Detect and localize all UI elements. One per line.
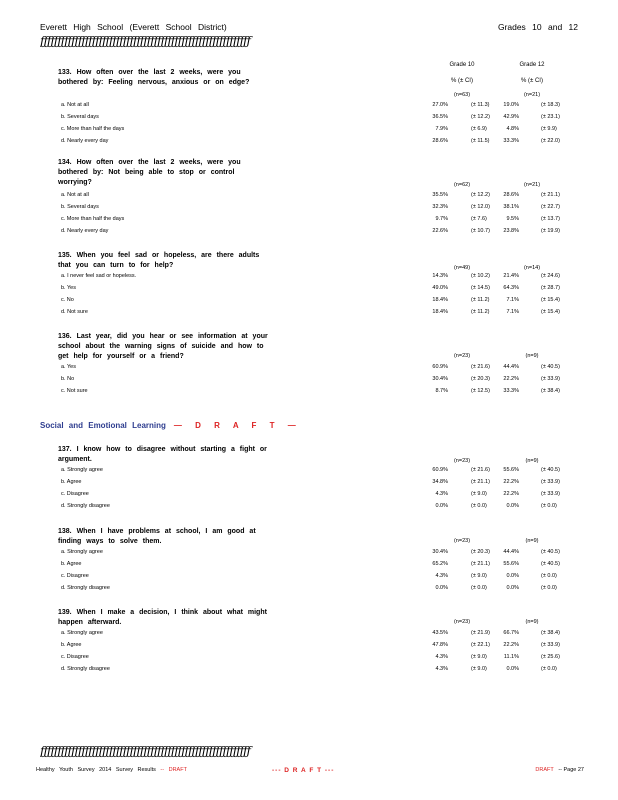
grade10-ci: (± 20.3) (471, 376, 490, 382)
grade10-ci: (± 9.0) (471, 654, 487, 660)
response-label: d. Strongly disagree (61, 666, 110, 672)
response-row (58, 114, 598, 124)
response-row (58, 585, 598, 595)
grade10-ci: (± 6.9) (471, 126, 487, 132)
grade10-ci: (± 12.5) (471, 388, 490, 394)
grade10-ci: (± 21.6) (471, 467, 490, 473)
response-label: c. Disagree (61, 654, 89, 660)
grade12-percent: 42.9% (503, 114, 519, 120)
grade12-ci: (± 13.7) (541, 216, 560, 222)
response-row (58, 630, 598, 640)
response-row (58, 666, 598, 676)
response-label: d. Strongly disagree (61, 585, 110, 591)
response-label: a. Strongly agree (61, 467, 103, 473)
grade12-percent: 22.2% (503, 491, 519, 497)
grade12-percent: 0.0% (506, 503, 519, 509)
sample-size-n12: (n=9) (525, 353, 539, 359)
question-text: 136. Last year, did you hear or see information at your school about the warning signs of suicide and how to get help for yourself or a friend? (58, 333, 268, 360)
sample-size-n10: (n=23) (453, 538, 471, 544)
response-label: b. Yes (61, 285, 76, 291)
response-label: d. Strongly disagree (61, 503, 110, 509)
page-number: -- Page 27 (558, 767, 584, 773)
grade10-ci: (± 12.2) (471, 114, 490, 120)
grade12-ci: (± 0.0) (541, 573, 557, 579)
grade10-percent: 60.9% (432, 364, 448, 370)
grade10-percent: 30.4% (432, 376, 448, 382)
grade10-percent: 14.3% (432, 273, 448, 279)
response-label: b. No (61, 376, 75, 382)
response-row (58, 364, 598, 374)
grade10-percent: 4.3% (435, 491, 448, 497)
grade12-percent: 44.4% (503, 364, 519, 370)
grade10-percent: 4.3% (435, 573, 448, 579)
response-label: b. Agree (61, 561, 82, 567)
grade12-percent: 23.8% (503, 228, 519, 234)
grade12-ci: (± 23.1) (541, 114, 560, 120)
sample-size-n12: (n=9) (525, 538, 539, 544)
response-label: a. Not at all (61, 192, 89, 198)
grade12-ci: (± 0.0) (541, 666, 557, 672)
response-label: c. Disagree (61, 491, 89, 497)
question-text: 137. I know how to disagree without starting a fight or argument. (58, 446, 267, 463)
grade12-ci: (± 25.6) (541, 654, 560, 660)
grade12-ci: (± 15.4) (541, 309, 560, 315)
grade10-ci: (± 21.6) (471, 364, 490, 370)
grade10-percent: 47.8% (432, 642, 448, 648)
grade12-percent: 19.0% (503, 102, 519, 108)
response-label: a. Strongly agree (61, 549, 103, 555)
sample-size-n10: (n=63) (453, 92, 471, 98)
response-row (58, 216, 598, 226)
grade10-ci: (± 11.2) (471, 297, 490, 303)
response-row (58, 126, 598, 136)
response-label: a. I never feel sad or hopeless. (61, 273, 137, 279)
response-label: a. Yes (61, 364, 76, 370)
grade12-ci: (± 38.4) (541, 388, 560, 394)
response-label: a. Not at all (61, 102, 89, 108)
section-title: Social and Emotional Learning (40, 421, 166, 430)
question-text: 135. When you feel sad or hopeless, are there adults that you can turn to for help? (58, 252, 260, 269)
response-row (58, 479, 598, 489)
sample-size-n10: (n=23) (453, 458, 471, 464)
grade10-percent: 18.4% (432, 297, 448, 303)
grade10-percent: 18.4% (432, 309, 448, 315)
grade10-percent: 30.4% (432, 549, 448, 555)
grade10-percent: 0.0% (435, 585, 448, 591)
grade12-percent: 44.4% (503, 549, 519, 555)
grade12-label: Grade 12 (519, 62, 545, 68)
grade10-percent: 65.2% (432, 561, 448, 567)
grade12-ci: (± 40.5) (541, 364, 560, 370)
grade10-percent: 35.5% (432, 192, 448, 198)
grade12-percent: 22.2% (503, 479, 519, 485)
grade12-ci: (± 22.7) (541, 204, 560, 210)
response-label: d. Not sure (61, 309, 88, 315)
grade12-percent: 9.5% (506, 216, 519, 222)
grade10-percent: 0.0% (435, 503, 448, 509)
response-label: b. Agree (61, 642, 82, 648)
grade10-percent: 4.3% (435, 654, 448, 660)
footer-right-draft: DRAFT (535, 767, 554, 773)
response-label: d. Nearly every day (61, 228, 109, 234)
response-label: b. Several days (61, 114, 99, 120)
grade10-ci: (± 22.1) (471, 642, 490, 648)
footer-left-draft: -- DRAFT (160, 767, 187, 773)
grade10-percent: 9.7% (435, 216, 448, 222)
grade12-ci: (± 38.4) (541, 630, 560, 636)
grade10-percent: 28.6% (432, 138, 448, 144)
grade12-percent: 22.2% (503, 376, 519, 382)
response-row (58, 192, 598, 202)
response-row (58, 573, 598, 583)
question-text: 133. How often over the last 2 weeks, were you bothered by: Feeling nervous, anxious or on edge? (58, 69, 250, 86)
grade10-ci: (± 11.3) (471, 102, 490, 108)
question-text: 139. When I make a decision, I think about what might happen afterward. (58, 609, 267, 626)
grade10-ci: (± 21.9) (471, 630, 490, 636)
grade12-percent: 64.3% (503, 285, 519, 291)
sample-size-n10: (n=23) (453, 619, 471, 625)
grade12-ci: (± 33.9) (541, 376, 560, 382)
grade10-ci: (± 0.0) (471, 585, 487, 591)
response-row (58, 388, 598, 398)
response-label: b. Agree (61, 479, 82, 485)
response-row (58, 467, 598, 477)
grade10-percent: 49.0% (432, 285, 448, 291)
footer-right (535, 767, 584, 773)
grade10-percent: 7.9% (435, 126, 448, 132)
response-row (58, 491, 598, 501)
footer-left (36, 767, 187, 773)
grade10-ci: (± 11.2) (471, 309, 490, 315)
grade10-ci: (± 7.6) (471, 216, 487, 222)
response-row (58, 228, 598, 238)
response-label: c. More than half the days (61, 126, 125, 132)
grade10-pct-label: % (± CI) (451, 78, 473, 84)
response-label: b. Several days (61, 204, 99, 210)
grade10-percent: 43.5% (432, 630, 448, 636)
question-text: 138. When I have problems at school, I am good at finding ways to solve them. (58, 528, 256, 545)
grade12-ci: (± 33.9) (541, 642, 560, 648)
response-row (58, 654, 598, 664)
grade12-ci: (± 24.6) (541, 273, 560, 279)
grade12-percent: 21.4% (503, 273, 519, 279)
response-label: a. Strongly agree (61, 630, 103, 636)
grade10-ci: (± 11.5) (471, 138, 490, 144)
grade10-ci: (± 10.7) (471, 228, 490, 234)
grade10-percent: 22.6% (432, 228, 448, 234)
grade10-percent: 8.7% (435, 388, 448, 394)
grade12-percent: 0.0% (506, 573, 519, 579)
grade10-ci: (± 9.0) (471, 491, 487, 497)
grade12-percent: 7.1% (506, 297, 519, 303)
grade12-percent: 66.7% (503, 630, 519, 636)
sample-size-n12: (n=9) (525, 458, 539, 464)
sample-size-n12: (n=21) (523, 182, 541, 188)
response-row (58, 549, 598, 559)
grade12-ci: (± 28.7) (541, 285, 560, 291)
grade10-ci: (± 0.0) (471, 503, 487, 509)
grade12-ci: (± 40.5) (541, 467, 560, 473)
grade12-ci: (± 22.0) (541, 138, 560, 144)
grade10-ci: (± 9.0) (471, 666, 487, 672)
footer-survey-title: Healthy Youth Survey 2014 Survey Results (36, 767, 156, 773)
bottom-rule: ƒƒƒƒƒƒƒƒƒƒƒƒƒƒƒƒƒƒƒƒƒƒƒƒƒƒƒƒƒƒƒƒƒƒƒƒƒƒƒƒƒƒƒƒƒƒƒƒƒƒƒƒƒƒƒƒƒƒƒƒƒ (40, 744, 250, 758)
sample-size-n10: (n=62) (453, 182, 471, 188)
footer-center-draft: --- D R A F T --- (272, 767, 335, 774)
response-row (58, 376, 598, 386)
response-label: d. Nearly every day (61, 138, 109, 144)
response-label: c. Disagree (61, 573, 89, 579)
grade10-header (437, 62, 487, 84)
grade12-percent: 33.3% (503, 388, 519, 394)
response-row (58, 285, 598, 295)
grade12-ci: (± 0.0) (541, 503, 557, 509)
response-row (58, 297, 598, 307)
sample-size-n12: (n=21) (523, 92, 541, 98)
grade12-ci: (± 33.9) (541, 479, 560, 485)
grade12-ci: (± 19.9) (541, 228, 560, 234)
response-label: c. More than half the days (61, 216, 125, 222)
grade10-percent: 27.0% (432, 102, 448, 108)
grade10-ci: (± 10.2) (471, 273, 490, 279)
grade12-ci: (± 33.9) (541, 491, 560, 497)
grade10-percent: 36.5% (432, 114, 448, 120)
grade12-ci: (± 0.0) (541, 585, 557, 591)
grade10-label: Grade 10 (449, 62, 475, 68)
section-draft-mark: — D R A F T — (173, 421, 300, 430)
response-row (58, 138, 598, 148)
grade10-percent: 32.3% (432, 204, 448, 210)
grade12-ci: (± 40.5) (541, 561, 560, 567)
grade10-ci: (± 12.2) (471, 192, 490, 198)
grade10-ci: (± 21.1) (471, 561, 490, 567)
response-label: c. Not sure (61, 388, 88, 394)
grade12-percent: 0.0% (506, 666, 519, 672)
grades-label: Grades 10 and 12 (497, 22, 578, 32)
grade12-ci: (± 9.9) (541, 126, 557, 132)
section-heading (40, 421, 300, 430)
question-text: 134. How often over the last 2 weeks, were you bothered by: Not being able to stop or control worrying? (58, 159, 241, 186)
sample-size-n10: (n=23) (453, 353, 471, 359)
grade12-percent: 4.8% (506, 126, 519, 132)
grade12-ci: (± 21.1) (541, 192, 560, 198)
response-row (58, 102, 598, 112)
grade10-percent: 4.3% (435, 666, 448, 672)
sample-size-n10: (n=49) (453, 265, 471, 271)
grade12-header (507, 62, 557, 84)
grade10-ci: (± 9.0) (471, 573, 487, 579)
grade12-percent: 0.0% (506, 585, 519, 591)
grade10-percent: 34.8% (432, 479, 448, 485)
response-row (58, 561, 598, 571)
grade12-percent: 33.3% (503, 138, 519, 144)
response-row (58, 273, 598, 283)
top-rule: ƒƒƒƒƒƒƒƒƒƒƒƒƒƒƒƒƒƒƒƒƒƒƒƒƒƒƒƒƒƒƒƒƒƒƒƒƒƒƒƒƒƒƒƒƒƒƒƒƒƒƒƒƒƒƒƒƒƒƒƒƒ (40, 34, 250, 48)
grade10-ci: (± 21.1) (471, 479, 490, 485)
grade10-percent: 60.9% (432, 467, 448, 473)
response-row (58, 204, 598, 214)
grade12-ci: (± 15.4) (541, 297, 560, 303)
response-row (58, 503, 598, 513)
grade10-ci: (± 14.5) (471, 285, 490, 291)
grade12-percent: 28.6% (503, 192, 519, 198)
response-row (58, 309, 598, 319)
grade12-percent: 38.1% (503, 204, 519, 210)
grade12-percent: 22.2% (503, 642, 519, 648)
grade12-pct-label: % (± CI) (521, 78, 543, 84)
grade10-ci: (± 12.0) (471, 204, 490, 210)
sample-size-n12: (n=9) (525, 619, 539, 625)
grade10-ci: (± 20.3) (471, 549, 490, 555)
grade12-percent: 7.1% (506, 309, 519, 315)
response-label: c. No (61, 297, 74, 303)
sample-size-n12: (n=14) (523, 265, 541, 271)
grade12-ci: (± 40.5) (541, 549, 560, 555)
response-row (58, 642, 598, 652)
grade12-percent: 55.6% (503, 467, 519, 473)
grade12-percent: 55.6% (503, 561, 519, 567)
school-name: Everett High School (Everett School District) (40, 22, 227, 32)
grade12-ci: (± 18.3) (541, 102, 560, 108)
grade12-percent: 11.1% (503, 654, 519, 660)
